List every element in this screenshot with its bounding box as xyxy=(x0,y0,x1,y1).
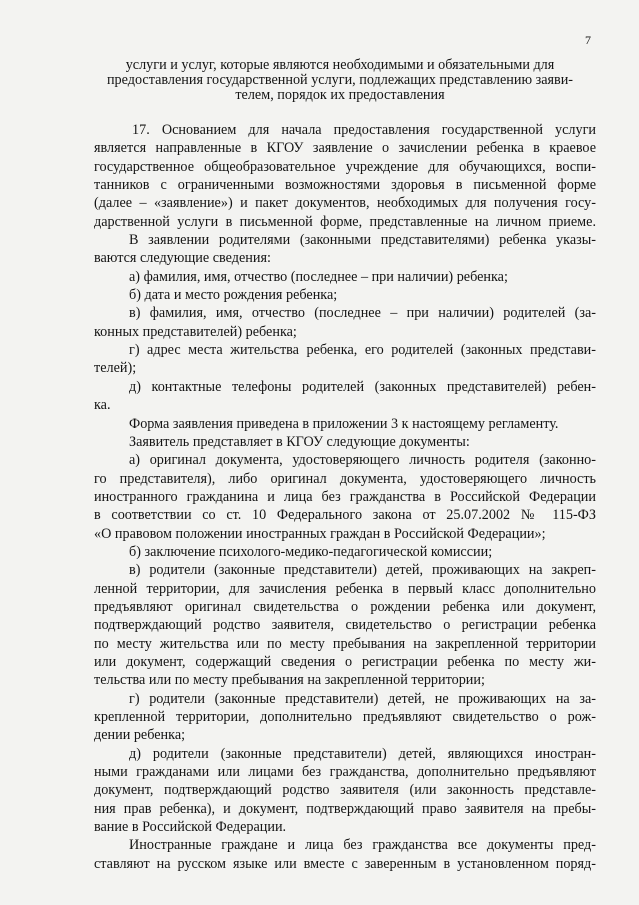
body-line: документ, подтверждающий родство заявителя (или законность представле- xyxy=(94,782,596,799)
body-line: конных представителей) ребенка; xyxy=(94,323,297,340)
body-line: является направленные в КГОУ заявление о зачислении ребенка в краевое xyxy=(94,140,596,157)
body-line: В заявлении родителями (законными представителями) ребенка указы- xyxy=(129,232,596,249)
body-line: (далее – «заявление») и пакет документов, необходимых для получения госу- xyxy=(94,195,596,212)
heading-line: предоставления государственной услуги, подлежащих представлению заяви- xyxy=(106,72,574,88)
page-number: 7 xyxy=(585,33,591,47)
body-line: ставляют на русском языке или вместе с заверенным в установленном поряд- xyxy=(94,855,596,872)
body-line: иностранного гражданина и лица без гражданства в Российской Федерации xyxy=(94,488,596,505)
body-line: в) фамилия, имя, отчество (последнее – при наличии) родителей (за- xyxy=(129,305,596,322)
body-line: в) родители (законные представители) детей, проживающих на закреп- xyxy=(129,562,596,579)
body-line: подтверждающий родство заявителя, свидетельство о регистрации ребенка xyxy=(94,617,596,634)
body-line: г) адрес места жительства ребенка, его родителей (законных представи- xyxy=(129,342,596,359)
document-body xyxy=(94,121,596,873)
section-heading xyxy=(100,58,580,103)
body-line: в соответствии со ст. 10 Федерального закона от 25.07.2002 № 115-ФЗ xyxy=(94,507,596,524)
body-line: ными гражданами или лицами без гражданства, дополнительно предъявляют xyxy=(94,764,596,781)
body-line: а) оригинал документа, удостоверяющего личность родителя (законно- xyxy=(129,452,596,469)
body-line: по месту жительства или по месту пребывания на закрепленной территории xyxy=(94,635,596,652)
body-line: государственное общеобразовательное учреждение для обучающихся, воспи- xyxy=(94,158,596,175)
body-line: предъявляют оригинал свидетельства о рождении ребенка или документ, xyxy=(94,598,596,615)
body-line: ка. xyxy=(94,397,111,414)
body-line: ленной территории, для зачисления ребенка в первый класс дополнительно xyxy=(94,580,596,597)
body-line: Заявитель представляет в КГОУ следующие документы: xyxy=(129,433,470,450)
body-line: или документ, содержащий сведения о регистрации ребенка по месту жи- xyxy=(94,653,596,670)
body-line: 17. Основанием для начала предоставления государственной услуги xyxy=(132,122,596,138)
body-line: ваются следующие сведения: xyxy=(94,250,271,267)
body-line: телей); xyxy=(94,360,137,377)
body-line: д) родители (законные представители) детей, являющихся иностран- xyxy=(129,745,596,762)
body-line: Иностранные граждане и лица без гражданства все документы пред- xyxy=(129,837,596,854)
heading-line: телем, порядок их предоставления xyxy=(235,87,445,103)
body-line: го представителя), либо оригинал документа, удостоверяющего личность xyxy=(94,470,596,487)
body-line: дарственной услуги в письменной форме, представленные на личном приеме. xyxy=(94,213,596,230)
body-line: тельства или по месту пребывания на закрепленной территории; xyxy=(94,672,485,689)
body-line: а) фамилия, имя, отчество (последнее – при наличии) ребенка; xyxy=(129,268,508,285)
scan-speck xyxy=(467,798,469,800)
heading-line: услуги и услуг, которые являются необходимыми и обязательными для xyxy=(125,57,555,73)
body-line: Форма заявления приведена в приложении 3 к настоящему регламенту. xyxy=(129,415,559,432)
body-line: «О правовом положении иностранных граждан в Российской Федерации»; xyxy=(94,525,546,542)
body-line: танников с ограниченными возможностями здоровья в письменной форме xyxy=(94,177,596,194)
body-line: б) заключение психолого-медико-педагогической комиссии; xyxy=(129,543,493,560)
body-line: крепленной территории, дополнительно предъявляют свидетельство о рож- xyxy=(94,709,596,725)
body-line: д) контактные телефоны родителей (законных представителей) ребен- xyxy=(129,378,596,395)
body-line: дении ребенка; xyxy=(94,727,186,744)
body-line: г) родители (законные представители) детей, не проживающих на за- xyxy=(129,690,596,707)
body-line: вание в Российской Федерации. xyxy=(94,819,287,836)
body-line: ния прав ребенка), и документ, подтверждающий право заявителя на пребы- xyxy=(94,800,596,817)
body-line: б) дата и место рождения ребенка; xyxy=(129,287,338,304)
